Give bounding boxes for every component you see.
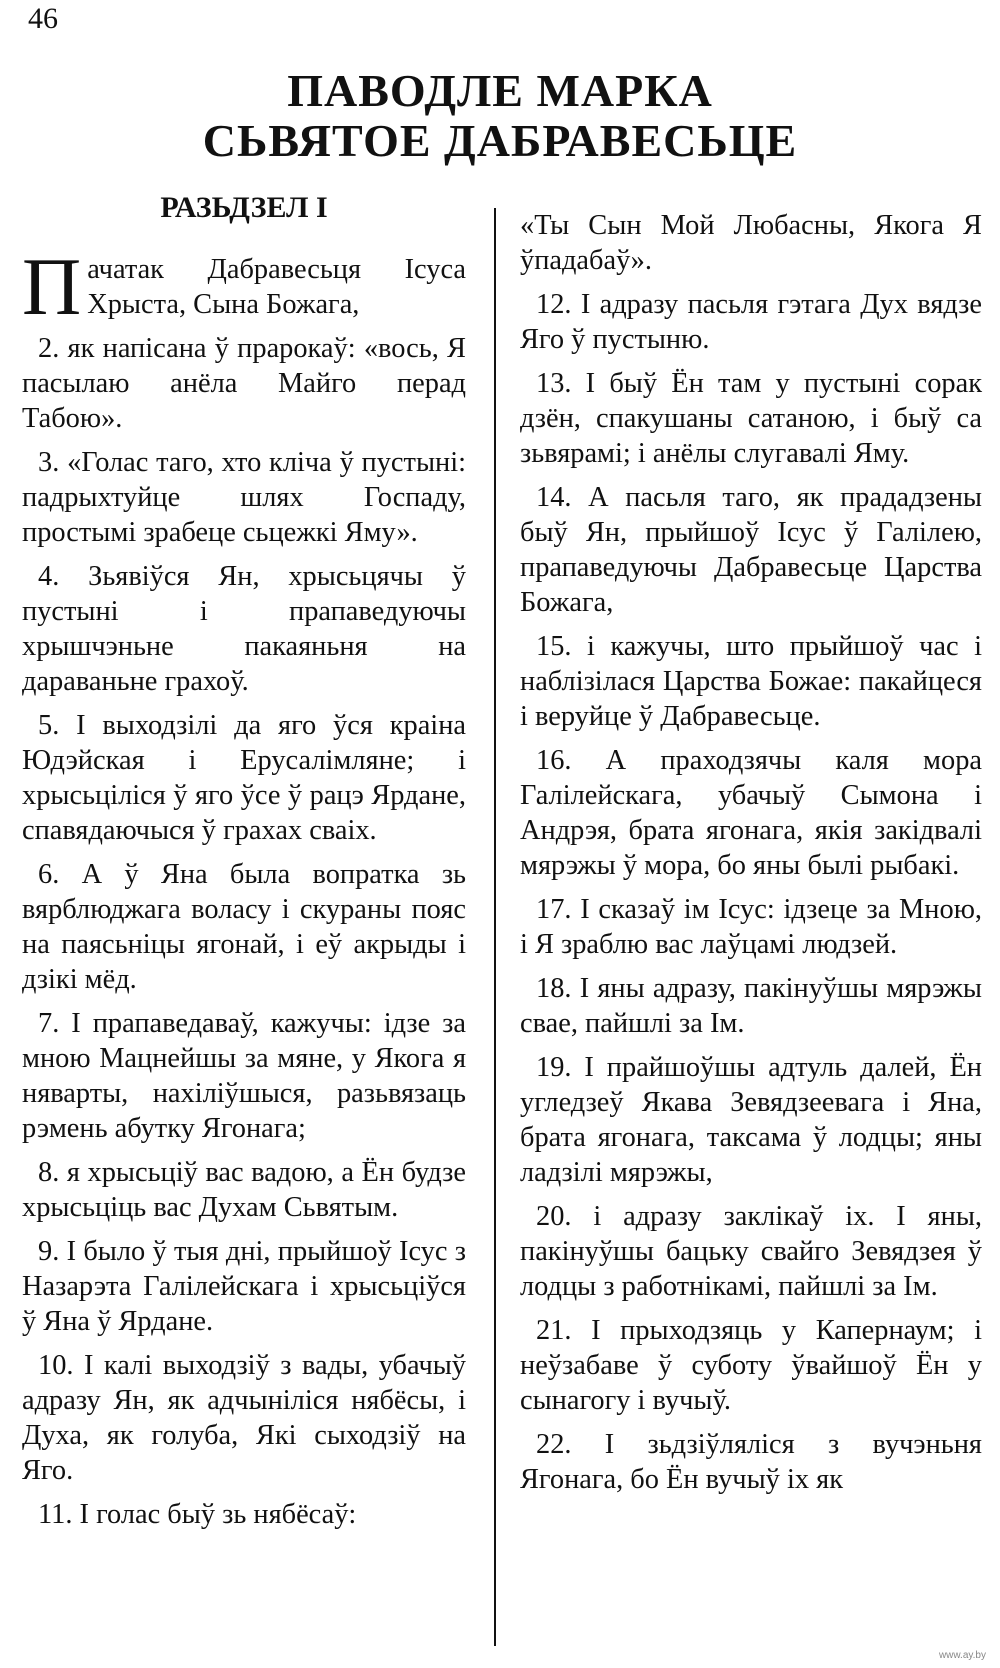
verse: 7. І прапаведаваў, кажучы: ідзе за мною Мацнейшы за мяне, у Якога я няварты, нахіліўшыся, разьвязаць рэмень абутку Ягонага; xyxy=(22,1008,466,1144)
verse: 6. А ў Яна была вопратка зь вярблюджага воласу і скураны пояс на паясьніцы ягонай, і еў акрыды і дзікі мёд. xyxy=(22,859,466,995)
verse-continuation: «Ты Сын Мой Любасны, Якога Я ўпадабаў». xyxy=(520,210,982,276)
verse: 8. я хрысьціў вас вадою, а Ён будзе хрысьціць вас Духам Сьвятым. xyxy=(22,1157,466,1223)
verse-1 xyxy=(22,241,466,332)
verse: 5. І выходзілі да яго ўся краіна Юдэйская і Ерусалімляне; і хрысьціліся ў яго ўсе ў рацэ Ярдане, спавядаючыся ў грахах сваіх. xyxy=(22,710,466,846)
verse: 11. І голас быў зь нябёсаў: xyxy=(38,1499,357,1530)
page-number: 46 xyxy=(28,2,58,35)
verse: 21. І прыходзяць у Капернаум; і неўзабаве ў суботу ўвайшоў Ён у сынагогу і вучыў. xyxy=(520,1315,982,1416)
verse: 19. І прайшоўшы адтуль далей, Ён угледзеў Якава Зевядзеевага і Яна, брата ягонага, таксама ў лодцы; яны ладзілі мярэжы, xyxy=(520,1052,982,1188)
verse: 17. І сказаў ім Ісус: ідзеце за Мною, і Я зраблю вас лаўцамі людзей. xyxy=(520,894,982,960)
verse: 14. А пасьля таго, як прададзены быў Ян, прыйшоў Ісус ў Галілею, прапаведуючы Дабравесьце Царства Божага, xyxy=(520,482,982,618)
verse: 9. І было ў тыя дні, прыйшоў Ісус з Назарэта Галілейскага і хрысьціўся ў Яна ў Ярдане. xyxy=(22,1236,466,1337)
drop-cap: П xyxy=(22,241,82,332)
chapter-heading: РАЗЬДЗЕЛ I xyxy=(160,191,328,224)
verse: 16. А праходзячы каля мора Галілейскага, убачыў Сымона і Андрэя, брата ягонага, якія закідвалі мярэжы ў мора, бо яны былі рыбакі. xyxy=(520,745,982,881)
verse: 10. І калі выходзіў з вады, убачыў адразу Ян, як адчыніліся нябёсы, і Духа, як голуба, Які сыходзіў на Яго. xyxy=(22,1350,466,1486)
verse: 15. і кажучы, што прыйшоў час і наблізілася Царства Божае: пакайцеся і веруйце ў Дабравесьце. xyxy=(520,631,982,732)
book-title-line-1: ПАВОДЛЕ МАРКА xyxy=(287,65,713,116)
verse: 22. І зьдзіўляліся з вучэньня Ягонага, бо Ён вучыў іх як xyxy=(520,1429,982,1495)
verse: 2. як напісана ў прарокаў: «вось, Я пасылаю анёла Майго перад Табою». xyxy=(22,333,466,434)
right-column xyxy=(520,208,982,1506)
verse: 3. «Голас таго, хто кліча ў пустыні: падрыхтуйце шлях Госпаду, простымі зрабеце сьцежкі Яму». xyxy=(22,447,466,548)
verse: 20. і адразу заклікаў іх. І яны, пакінуўшы бацьку свайго Зевядзея ў лодцы з работнікамі, пайшлі за Ім. xyxy=(520,1201,982,1302)
verse: 12. І адразу пасьля гэтага Дух вядзе Яго ў пустыню. xyxy=(520,289,982,355)
left-column xyxy=(22,190,466,1541)
book-title-line-2: СЬВЯТОЕ ДАБРАВЕСЬЦЕ xyxy=(202,115,798,166)
column-divider xyxy=(494,208,496,1646)
verse: 18. І яны адразу, пакінуўшы мярэжы свае, пайшлі за Ім. xyxy=(520,973,982,1039)
verse-1-text: ачатак Дабравесьця Ісуса Хрыста, Сына Божага, xyxy=(87,254,466,320)
verse: 13. І быў Ён там у пустыні сорак дзён, спакушаны сатаною, і быў са зьвярамі; і анёлы слугавалі Яму. xyxy=(520,368,982,469)
verse: 4. Зьявіўся Ян, хрысьцячы ў пустыні і прапаведуючы хрышчэньне пакаяньня на дараваньне грахоў. xyxy=(22,561,466,697)
watermark: www.ay.by xyxy=(938,1650,986,1661)
